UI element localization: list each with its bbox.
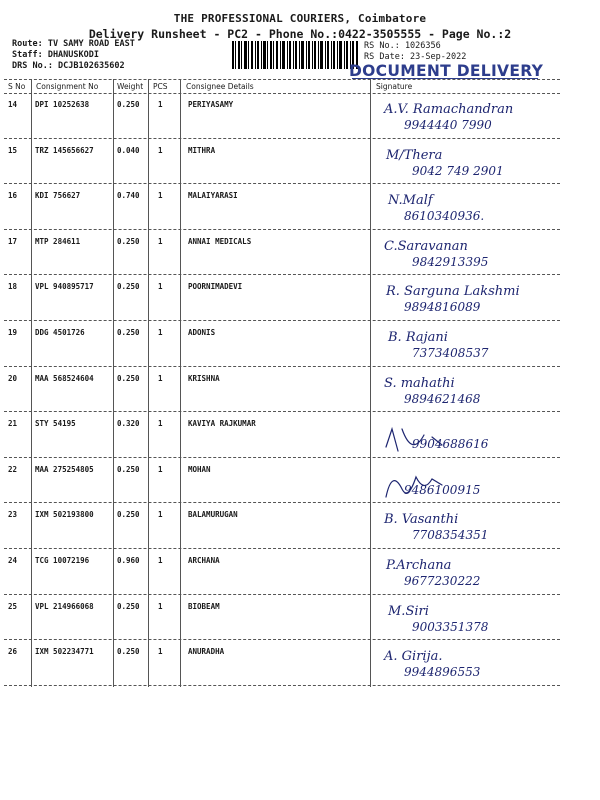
signature-phone: 9944440 7990 <box>404 118 492 132</box>
weight-value: 0.250 <box>117 100 140 109</box>
consignment-number: VPL 940895717 <box>35 282 94 292</box>
pcs-value: 1 <box>158 191 163 201</box>
signature-scribble-icon <box>372 463 562 519</box>
consignee-name: MOHAN <box>188 464 211 474</box>
row-divider <box>4 457 560 458</box>
rs-date: RS Date: 23-Sep-2022 <box>364 52 467 62</box>
weight-value: 0.250 <box>117 328 140 337</box>
weight-value: 0.250 <box>117 647 140 657</box>
consignment-number: MAA 568524604 <box>35 373 94 383</box>
runsheet-subtitle: Delivery Runsheet - PC2 - Phone No.:0422-3505555 - Page No.:2 <box>88 27 512 41</box>
row-divider <box>4 594 560 595</box>
consignment-number: IXM 502193800 <box>35 510 94 520</box>
col-consignee-header: Consignee Details <box>186 82 254 91</box>
weight-value: 0.740 <box>117 191 140 201</box>
consignee-name: ANNAI MEDICALS <box>188 236 252 246</box>
pcs-value: 1 <box>158 647 163 657</box>
consignee-name: ANURADHA <box>188 647 225 657</box>
serial-number: 21 <box>8 419 18 429</box>
signature-name: M.Siri <box>388 603 429 619</box>
weight-value: 0.250 <box>117 464 140 474</box>
document-delivery-stamp: DOCUMENT DELIVERY <box>349 61 544 80</box>
weight-value: 0.320 <box>117 419 140 429</box>
consignee-name: POORNIMADEVI <box>188 282 243 292</box>
signature-phone: 7708354351 <box>412 528 489 543</box>
signature-name: A.V. Ramachandran <box>384 102 514 117</box>
rs-block <box>364 41 466 63</box>
weight-value: 0.250 <box>117 510 140 520</box>
pcs-value: 1 <box>158 282 163 292</box>
row-divider <box>4 639 560 640</box>
col-consignment-header: Consignment No <box>36 82 99 91</box>
serial-number: 15 <box>8 145 18 155</box>
signature-phone: 9894816089 <box>404 300 481 315</box>
weight-value: 0.960 <box>117 556 140 565</box>
signature-name: N.Malf <box>388 193 433 209</box>
serial-number: 25 <box>8 601 18 611</box>
col-divider <box>113 79 114 687</box>
consignee-name: KAVIYA RAJKUMAR <box>188 419 256 429</box>
serial-number: 16 <box>8 191 18 201</box>
serial-number: 23 <box>8 510 18 520</box>
col-weight-header: Weight <box>117 82 144 91</box>
consignment-number: MAA 275254805 <box>35 464 94 474</box>
consignment-number: TRZ 145656627 <box>35 145 94 155</box>
consignee-name: KRISHNA <box>188 373 220 383</box>
serial-number: 20 <box>8 373 18 383</box>
row-divider <box>4 411 560 412</box>
pcs-value: 1 <box>158 601 163 611</box>
col-divider <box>31 79 32 687</box>
row-divider <box>4 548 560 549</box>
consignee-name: MITHRA <box>188 145 216 155</box>
signature-phone: 9042 749 2901 <box>412 163 504 178</box>
weight-value: 0.250 <box>117 601 140 611</box>
row-divider <box>4 183 560 184</box>
consignee-name: BALAMURUGAN <box>188 510 238 520</box>
route-staff-block <box>12 39 135 72</box>
signature-phone: 9894621468 <box>404 391 481 406</box>
consignment-number: KDI 756627 <box>35 191 81 201</box>
route-text: Route: TV SAMY ROAD EAST <box>12 39 135 49</box>
signature-name: M/Thera <box>386 147 443 163</box>
row-divider <box>4 502 560 503</box>
pcs-value: 1 <box>158 328 163 337</box>
signature-name: A. Girija. <box>384 649 443 665</box>
signature-phone: 9003351378 <box>412 619 489 634</box>
pcs-value: 1 <box>158 236 163 246</box>
serial-number: 26 <box>8 647 18 657</box>
signature-phone: 9486100915 <box>404 482 481 497</box>
signature-name: R. Sarguna Lakshmi <box>386 284 520 300</box>
consignee-name: ARCHANA <box>188 556 220 565</box>
signature-phone: 9677230222 <box>404 574 481 588</box>
serial-number: 22 <box>8 464 18 474</box>
staff-text: Staff: DHANUSKODI <box>12 50 99 60</box>
signature-name: S. mahathi <box>384 375 455 391</box>
pcs-value: 1 <box>158 100 163 109</box>
signature-phone: 8610340936. <box>404 209 485 224</box>
row-divider <box>4 366 560 367</box>
consignment-number: VPL 214966068 <box>35 601 94 611</box>
col-pcs-header: PCS <box>153 82 168 91</box>
consignee-name: PERIYASAMY <box>188 100 234 109</box>
signature-name: C.Saravanan <box>384 238 468 254</box>
weight-value: 0.040 <box>117 145 140 155</box>
serial-number: 14 <box>8 100 18 109</box>
col-divider <box>148 79 149 687</box>
col-divider <box>180 79 181 687</box>
row-divider <box>4 229 560 230</box>
row-divider <box>4 320 560 321</box>
consignee-name: BIOBEAM <box>188 601 220 611</box>
signature-name: P.Archana <box>386 558 452 573</box>
row-divider <box>4 138 560 139</box>
pcs-value: 1 <box>158 510 163 520</box>
pcs-value: 1 <box>158 464 163 474</box>
serial-number: 19 <box>8 328 18 337</box>
rs-number: RS No.: 1026356 <box>364 41 441 51</box>
serial-number: 17 <box>8 236 18 246</box>
consignment-number: STY 54195 <box>35 419 76 429</box>
consignee-name: MALAIYARASI <box>188 191 238 201</box>
consignment-number: IXM 502234771 <box>35 647 94 657</box>
consignment-number: MTP 284611 <box>35 236 81 246</box>
barcode-image <box>232 41 358 69</box>
signature-name: B. Vasanthi <box>384 512 459 528</box>
drs-number: DRS No.: DCJB102635602 <box>12 61 125 71</box>
row-divider <box>4 274 560 275</box>
col-signature-header: Signature <box>376 82 413 91</box>
header-top-divider <box>4 79 560 80</box>
weight-value: 0.250 <box>117 282 140 292</box>
col-divider <box>370 79 371 687</box>
consignee-name: ADONIS <box>188 328 216 337</box>
consignment-number: TCG 10072196 <box>35 556 90 565</box>
signature-phone: 9944896553 <box>404 665 481 680</box>
consignment-number: DDG 4501726 <box>35 328 85 337</box>
pcs-value: 1 <box>158 556 163 565</box>
weight-value: 0.250 <box>117 236 140 246</box>
signature-phone: 9842913395 <box>412 254 489 269</box>
pcs-value: 1 <box>158 373 163 383</box>
pcs-value: 1 <box>158 419 163 429</box>
consignment-number: DPI 10252638 <box>35 100 90 109</box>
row-divider <box>4 685 560 686</box>
company-title: THE PROFESSIONAL COURIERS, Coimbatore <box>173 12 427 25</box>
signature-phone: 9904688616 <box>412 437 489 452</box>
signature-phone: 7373408537 <box>412 346 489 360</box>
col-sno-header: S No <box>8 82 26 91</box>
serial-number: 24 <box>8 556 18 565</box>
header-bottom-divider <box>4 93 560 94</box>
serial-number: 18 <box>8 282 18 292</box>
signature-name: B. Rajani <box>388 330 448 345</box>
weight-value: 0.250 <box>117 373 140 383</box>
pcs-value: 1 <box>158 145 163 155</box>
